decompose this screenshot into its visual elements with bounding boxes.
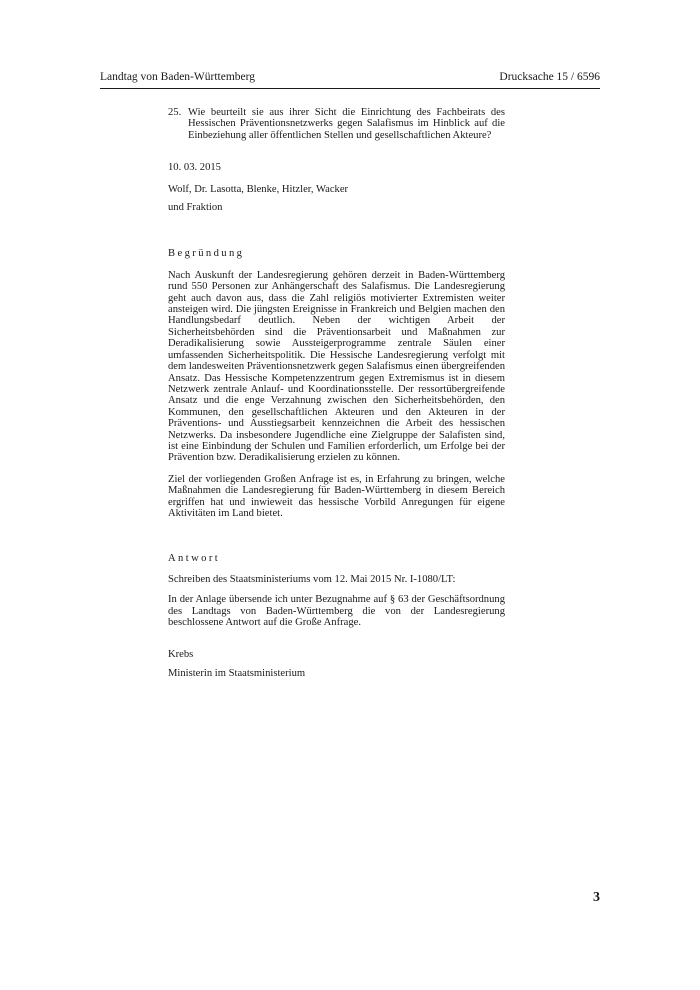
page-header [100,71,600,87]
antwort-text: In der Anlage übersende ich unter Bezugnahme auf § 63 der Geschäftsordnung des Landtags von Baden-Württemberg die von der Landesregierung beschlossene Antwort auf die Große Anfrage. [168,594,505,628]
signer-name: Krebs [168,649,194,661]
question-number: 25. [168,107,182,118]
question-text: Wie beurteilt sie aus ihrer Sicht die Einrichtung des Fachbeirats des Hessischen Präventionsnetzwerks gegen Salafismus im Hinblick auf die Einbeziehung aller öffentlichen Stellen und gesellschaftlichen Akteure? [188,107,505,141]
begruendung-paragraph: Ziel der vorliegenden Großen Anfrage ist es, in Erfahrung zu bringen, welche Maßnahmen die Landesregierung für Baden-Württemberg in diesem Bereich ergriffen hat und inwieweit das hessische Vorbild Anregungen für eigene Aktivitäten im Land bietet. [168,473,505,519]
date: 10. 03. 2015 [168,162,221,174]
antwort-letter-reference: Schreiben des Staatsministeriums vom 12. Mai 2015 Nr. I-1080/LT: [168,573,456,585]
signatories-group: und Fraktion [168,202,223,214]
document-body [168,107,505,679]
header-rule [100,88,600,89]
signer-title: Ministerin im Staatsministerium [168,667,306,679]
page-number: 3 [593,890,600,905]
antwort-heading: Antwort [168,553,221,565]
signatories-names: Wolf, Dr. Lasotta, Blenke, Hitzler, Wacker [168,183,349,195]
header-parliament-name: Landtag von Baden-Württemberg [100,71,255,83]
begruendung-heading: Begründung [168,248,245,260]
begruendung-paragraph: Nach Auskunft der Landesregierung gehören derzeit in Baden-Württemberg rund 550 Personen zur Anhängerschaft des Salafismus. Die Landesregierung geht auch davon aus, dass die Zahl religiös motivierter Extremisten weiter ansteigen wird. Die jüngsten Ereignisse in Frankreich und Belgien machen den Handlungsbedarf deutlich. Neben der wichtigen Arbeit der Sicherheitsbehörden sind die Präventionsarbeit und Maßnahmen zur Deradikalisierung sowie Aussteigerprogramme zentrale Säulen einer umfassenden Sicherheitspolitik. Die Hessische Landesregierung verfolgt mit dem landesweiten Präventionsnetzwerk gegen Salafismus einen übergreifenden Ansatz. Das Hessische Kompetenzzentrum gegen Extremismus ist in diesem Netzwerk zentrale Anlauf- und Koordinationsstelle. Der ressortübergreifende Ansatz und die enge Verzahnung zwischen den Sicherheitsbehörden, den Kommunen, den gesellschaftlichen Akteuren und den Akteuren in der Präventions- und Ausstiegsarbeit kennzeichnen die Arbeit des hessischen Netzwerks. Da insbesondere Jugendliche eine Zielgruppe der Salafisten sind, ist eine Einbindung der Schulen und Familien erforderlich, um Erfolge bei der Prävention bzw. Deradikalisierung erzielen zu können. [168,269,505,464]
question-item [168,107,505,141]
header-document-number: Drucksache 15 / 6596 [499,71,600,83]
